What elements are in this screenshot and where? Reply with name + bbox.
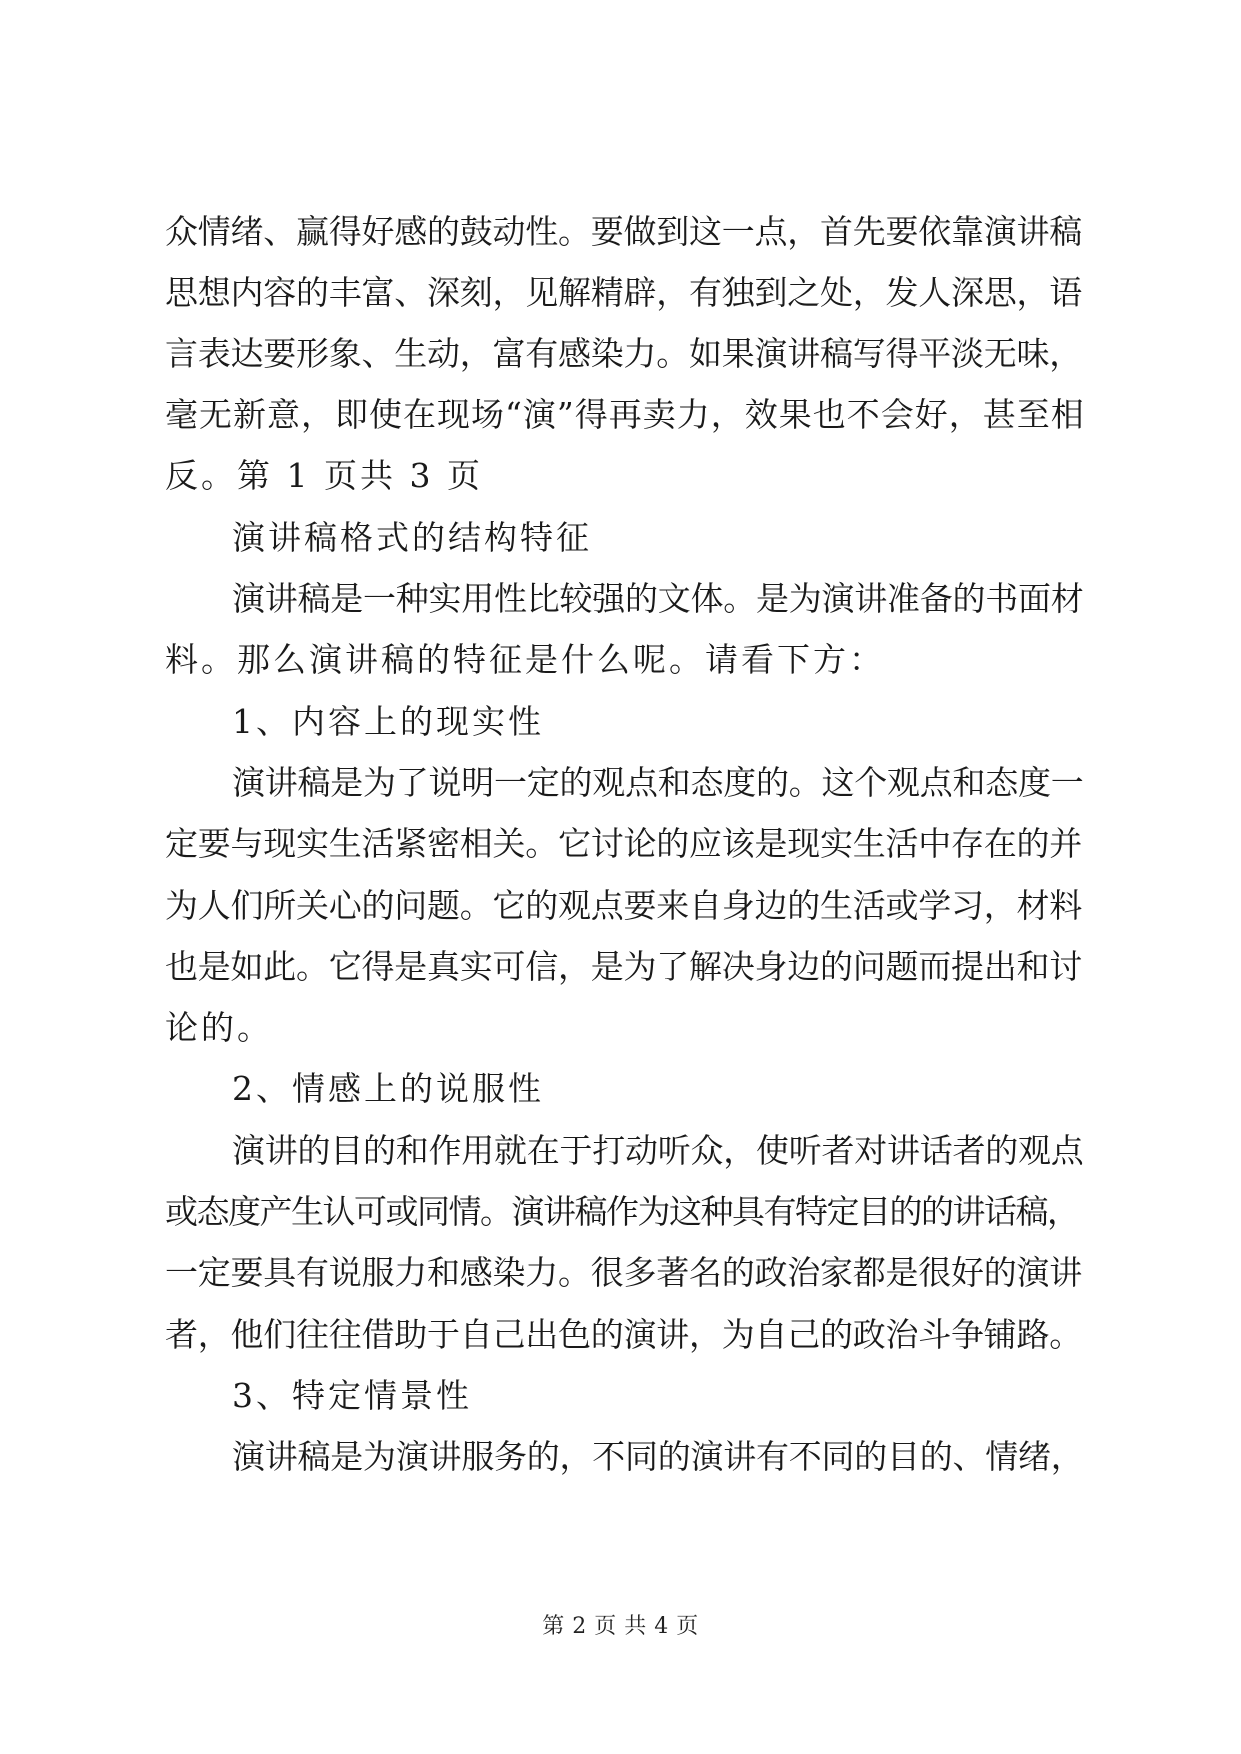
text-line: 论的。 [165, 1008, 273, 1047]
text-line: 者，他们往往借助于自己出色的演讲，为自己的政治斗争铺路。 [165, 1315, 1082, 1354]
text-line: 毫无新意，即使在现场“演”得再卖力，效果也不会好，甚至相 [165, 395, 1085, 434]
text-line: 料。那么演讲稿的特征是什么呢。请看下方： [165, 640, 885, 679]
text-line: 定要与现实生活紧密相关。它讨论的应该是现实生活中存在的并 [165, 824, 1082, 863]
text-line: 演讲稿是为演讲服务的，不同的演讲有不同的目的、情绪， [232, 1437, 1084, 1476]
text-line: 或态度产生认可或同情。演讲稿作为这种具有特定目的的讲话稿， [165, 1192, 1079, 1231]
subheading-1: 1、内容上的现实性 [232, 702, 544, 741]
text-line: 一定要具有说服力和感染力。很多著名的政治家都是很好的演讲 [165, 1253, 1082, 1292]
text-line: 众情绪、赢得好感的鼓动性。要做到这一点，首先要依靠演讲稿 [165, 212, 1082, 251]
subheading-3: 3、特定情景性 [232, 1376, 472, 1415]
text-line: 思想内容的丰富、深刻，见解精辟，有独到之处，发人深思，语 [165, 273, 1082, 312]
page-footer: 第 2 页 共 4 页 [542, 1614, 699, 1639]
text-line: 也是如此。它得是真实可信，是为了解决身边的问题而提出和讨 [165, 947, 1082, 986]
text-line: 演讲稿是一种实用性比较强的文体。是为演讲准备的书面材 [232, 579, 1084, 618]
text-line: 言表达要形象、生动，富有感染力。如果演讲稿写得平淡无味， [165, 334, 1082, 373]
text-line: 反。第 1 页共 3 页 [165, 456, 483, 495]
subheading-2: 2、情感上的说服性 [232, 1069, 544, 1108]
text-line: 演讲的目的和作用就在于打动听众，使听者对讲话者的观点 [232, 1131, 1084, 1170]
section-heading: 演讲稿格式的结构特征 [232, 518, 592, 557]
text-line: 为人们所关心的问题。它的观点要来自身边的生活或学习，材料 [165, 886, 1082, 925]
text-line: 演讲稿是为了说明一定的观点和态度的。这个观点和态度一 [232, 763, 1084, 802]
